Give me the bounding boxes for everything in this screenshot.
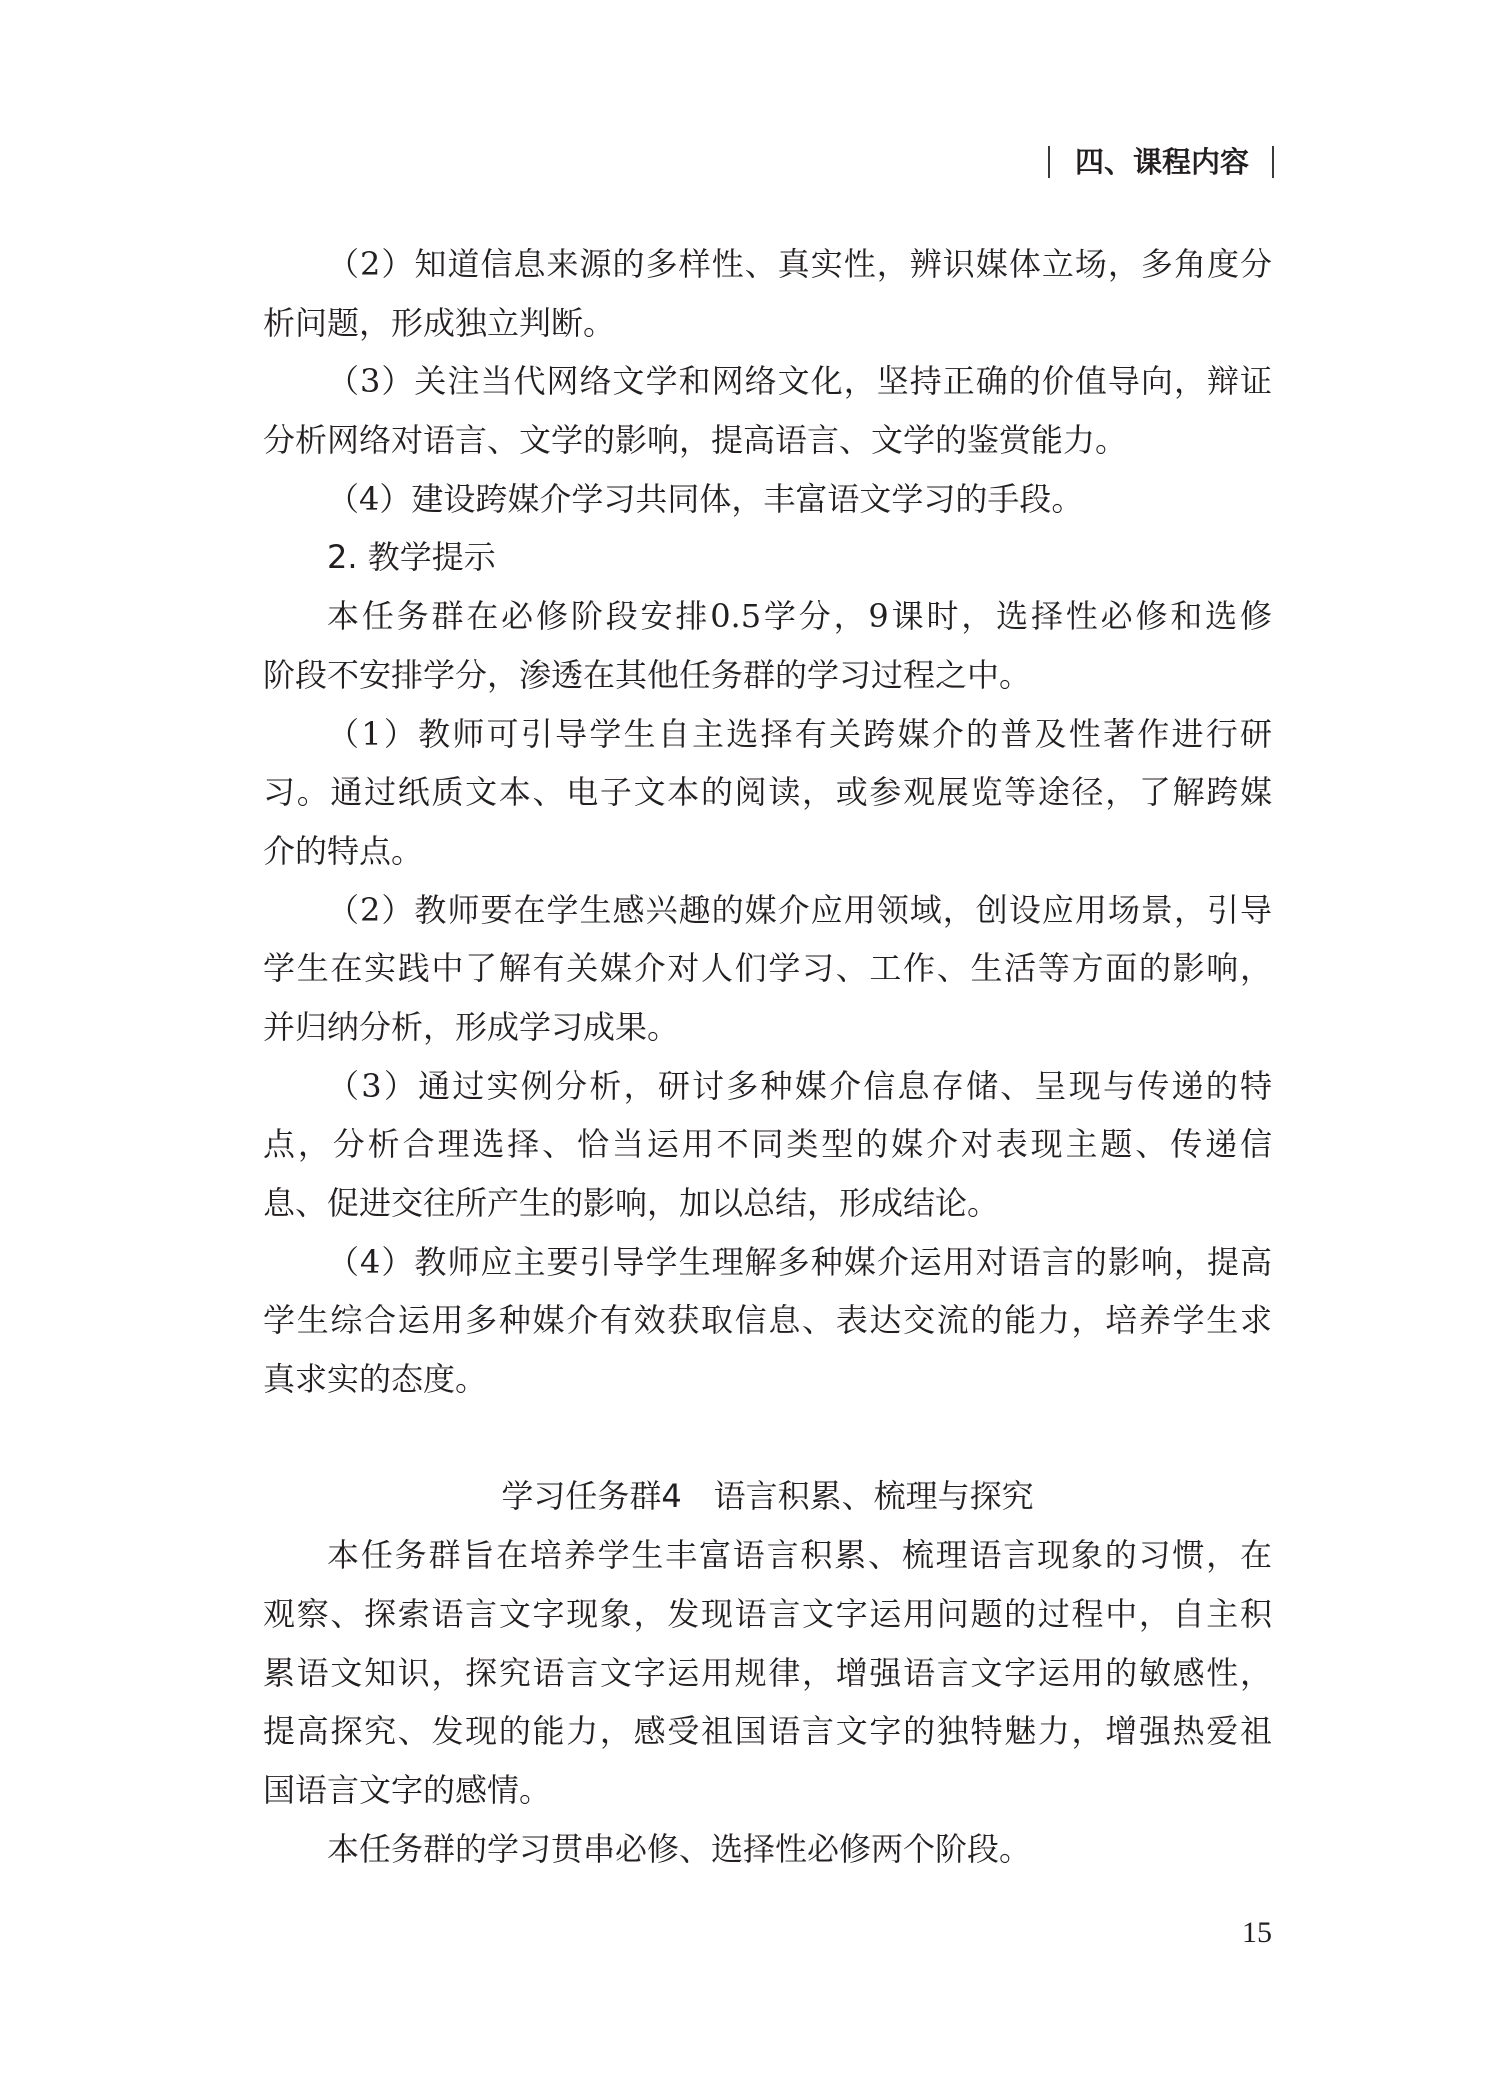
- paragraph-line: 本任务群在必修阶段安排0.5学分，9课时，选择性必修和选修: [327, 597, 1272, 636]
- paragraph: [263, 1820, 1272, 1879]
- paragraph: [263, 470, 1272, 529]
- body-text: [263, 235, 1272, 1878]
- paragraph-line: 累语文知识，探究语言文字运用规律，增强语言文字运用的敏感性，: [263, 1653, 1272, 1692]
- header-divider: [1272, 146, 1274, 178]
- paragraph-line: （3）通过实例分析，研讨多种媒介信息存储、呈现与传递的特: [327, 1066, 1272, 1105]
- paragraph: [263, 235, 1272, 352]
- paragraph-line: 点，分析合理选择、恰当运用不同类型的媒介对表现主题、传递信: [263, 1125, 1272, 1164]
- paragraph: [263, 587, 1272, 704]
- paragraph-line: （2）教师要在学生感兴趣的媒介应用领域，创设应用场景，引导: [327, 890, 1272, 929]
- paragraph-line: 学生综合运用多种媒介有效获取信息、表达交流的能力，培养学生求: [263, 1301, 1272, 1340]
- paragraph-line: （3）关注当代网络文学和网络文化，坚持正确的价值导向，辩证: [327, 362, 1272, 401]
- paragraph-line: （4）教师应主要引导学生理解多种媒介运用对语言的影响，提高: [327, 1242, 1272, 1281]
- page-number: 15: [1242, 1916, 1272, 1949]
- paragraph: [263, 1233, 1272, 1409]
- paragraph: [263, 1526, 1272, 1819]
- paragraph-line: 并归纳分析，形成学习成果。: [263, 1007, 680, 1046]
- chapter-title: 四、课程内容: [1075, 145, 1250, 179]
- paragraph-line: 分析网络对语言、文学的影响，提高语言、文学的鉴赏能力。: [263, 421, 1128, 460]
- paragraph-line: 学生在实践中了解有关媒介对人们学习、工作、生活等方面的影响，: [263, 949, 1272, 988]
- paragraph-line: 析问题，形成独立判断。: [263, 303, 616, 342]
- paragraph-line: （4）建设跨媒介学习共同体，丰富语文学习的手段。: [327, 479, 1084, 518]
- paragraph-line: 本任务群的学习贯串必修、选择性必修两个阶段。: [327, 1829, 1032, 1868]
- paragraph-line: 阶段不安排学分，渗透在其他任务群的学习过程之中。: [263, 655, 1032, 694]
- paragraph-line: 观察、探索语言文字现象，发现语言文字运用问题的过程中，自主积: [263, 1594, 1272, 1633]
- paragraph-line: 介的特点。: [263, 831, 424, 870]
- paragraph-line: 本任务群旨在培养学生丰富语言积累、梳理语言现象的习惯，在: [327, 1536, 1272, 1575]
- header-divider: [1048, 146, 1050, 178]
- paragraph-line: 习。通过纸质文本、电子文本的阅读，或参观展览等途径，了解跨媒: [263, 773, 1272, 812]
- paragraph: [263, 352, 1272, 469]
- paragraph: [263, 1057, 1272, 1233]
- section-heading: 学习任务群4 语言积累、梳理与探究: [501, 1477, 1034, 1516]
- paragraph-line: 息、促进交往所产生的影响，加以总结，形成结论。: [263, 1184, 1000, 1222]
- paragraph-line: 国语言文字的感情。: [263, 1770, 552, 1809]
- paragraph-line: （2）知道信息来源的多样性、真实性，辨识媒体立场，多角度分: [327, 245, 1272, 283]
- paragraph-line: （1）教师可引导学生自主选择有关跨媒介的普及性著作进行研: [327, 714, 1272, 753]
- paragraph-line: 真求实的态度。: [263, 1360, 488, 1399]
- paragraph: [263, 881, 1272, 1057]
- subsection-heading: 2. 教学提示: [327, 538, 496, 577]
- paragraph-line: 提高探究、发现的能力，感受祖国语言文字的独特魅力，增强热爱祖: [263, 1712, 1272, 1751]
- running-header: [1048, 144, 1274, 180]
- paragraph: [263, 705, 1272, 881]
